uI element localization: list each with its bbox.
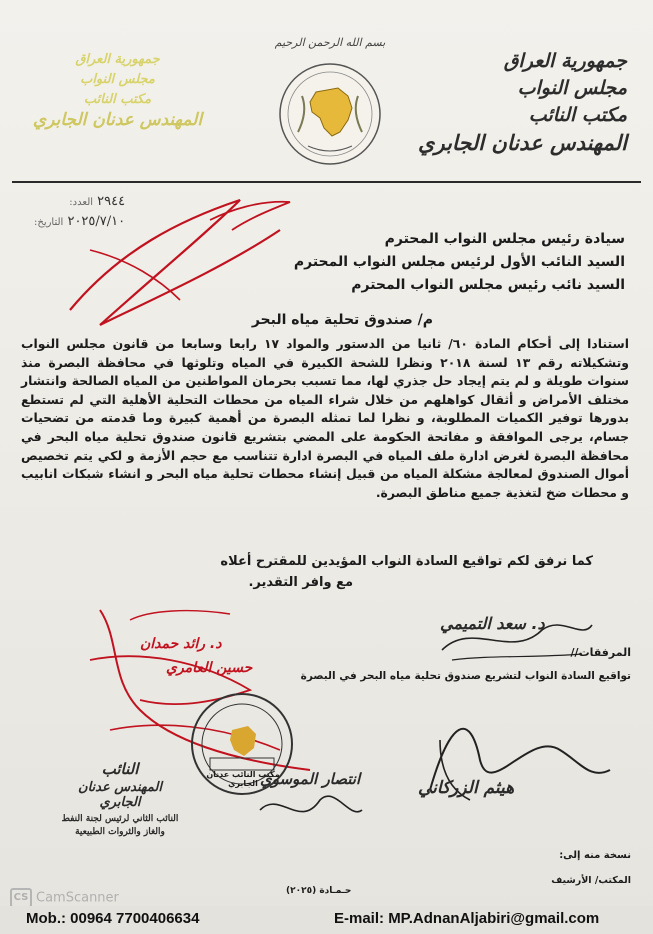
reference-number-label: العدد: <box>69 197 94 208</box>
letter-subject: م/ صندوق تحلية مياه البحر <box>251 312 433 328</box>
letterhead-left-line-1: جمهورية العراق <box>75 52 160 67</box>
camscanner-text: CamScanner <box>36 890 119 906</box>
letterhead-left-line-3: مكتب النائب <box>83 92 152 107</box>
letterhead-mp-name: المهندس عدنان الجابري <box>418 130 627 155</box>
signature-red-name-2: حسين العامري <box>166 660 253 676</box>
mp-name: المهندس عدنان الجابري <box>78 780 162 810</box>
attachment-note: كما نرفق لكم تواقيع السادة النواب المؤيدين للمقترح أعلاه <box>220 554 593 569</box>
signature-middle-name: انتصار الموسوي <box>260 770 361 788</box>
letterhead-left <box>20 50 215 130</box>
letterhead-right <box>417 48 627 156</box>
attachment-item: تواقيع السادة النواب لتشريع صندوق تحلية مياه البحر في البصرة <box>300 670 631 682</box>
addressee-2: السيد النائب الأول لرئيس مجلس النواب المحترم <box>293 254 625 270</box>
mp-role: النائب الثاني لرئيس لجنة النفط والغاز والثروات الطبيعية <box>61 814 179 837</box>
mobile-number: 00964 7700406634 <box>70 910 200 927</box>
mobile-label: Mob.: <box>26 910 66 927</box>
closing-line: مع وافر التقدير. <box>248 575 353 590</box>
footer-date: حـمـادة (٢٠٢٥) <box>286 886 352 896</box>
email-label: E-mail: <box>334 910 385 927</box>
addressee-3: السيد نائب رئيس مجلس النواب المحترم <box>351 277 625 293</box>
addressee-1: سيادة رئيس مجلس النواب المحترم <box>384 231 625 247</box>
parliament-emblem-icon <box>278 62 382 166</box>
letter-body: استنادا إلى أحكام المادة ٦٠/ ثانيا من الدستور والمواد ١٧ رابعا وسابعا من قانون مجلس النواب وتشكيلاته رقم ١٣ لسنة ٢٠١٨ ونظرا للشحة الكبيرة في المياه وتلوثها في محافظة البصرة منذ سنوات طويلة و لم يتم إيجاد حل جذري لها، مما تسبب بحرمان المواطنين من المياه الصالحة وانتشار مختلف الأمراض و أثقال كواهلهم من خلال شراء المياه من محطات التحلية الأهلية التي لم تستطع بدورها توفير الكميات المطلوبة، و نظرا لما تمثله البصرة من أهمية كبيرة وما قدمته من تضحيات جسام، يرجى الموافقة و مفاتحة الحكومة على المضي بتشريع قانون صندوق تحلية مياه البحر في محافظة البصرة لغرض ادارة ملف المياه في البصرة ادارة تتناسب مع حجم الأزمة و لكي يتم تخصيص أموال الصندوق لمعالجة مشكلة المياه من قبيل إنشاء محطات تحلية مياه البحر و انشاء شبكات انابيب و محطات ضخ لتغذية جميع مناطق البصرة. <box>21 336 629 500</box>
letterhead-council: مجلس النواب <box>517 77 627 99</box>
camscanner-watermark <box>10 888 119 906</box>
email-address: MP.AdnanAljabiri@gmail.com <box>388 910 600 927</box>
mp-signature-block <box>60 760 180 839</box>
addressee-list <box>105 228 625 297</box>
attachments-heading: المرفقات// <box>570 646 631 659</box>
signature-right <box>410 700 620 820</box>
letterhead-left-line-4: المهندس عدنان الجابري <box>32 110 203 130</box>
footer-mobile <box>26 910 199 927</box>
basmala: بسم الله الرحمن الرحيم <box>274 36 386 49</box>
signature-red-name-1: د. رائد حمدان <box>140 636 222 652</box>
header-divider <box>12 181 641 183</box>
copy-heading: نسخة منه إلى: <box>559 850 631 861</box>
letterhead-office: مكتب النائب <box>528 104 627 126</box>
stamp-text: مكتب النائب عدنان الجابري <box>206 770 280 788</box>
letterhead-country: جمهورية العراق <box>503 50 627 72</box>
letterhead-left-line-2: مجلس النواب <box>80 72 155 87</box>
mp-title: النائب <box>101 760 139 778</box>
camscanner-logo-icon: CS <box>10 888 32 908</box>
copy-item: المكتب/ الأرشيف <box>551 875 631 886</box>
signature-top-name: د. سعد التميمي <box>440 614 545 633</box>
reference-date-label: التاريخ: <box>34 217 64 228</box>
signature-middle <box>250 780 370 840</box>
footer-email <box>334 910 599 927</box>
signature-right-name: هيثم الزركاني <box>418 778 515 798</box>
reference-date: ٢٠٢٥/٧/١٠ <box>67 214 126 229</box>
reference-number: ٢٩٤٤ <box>97 194 126 209</box>
